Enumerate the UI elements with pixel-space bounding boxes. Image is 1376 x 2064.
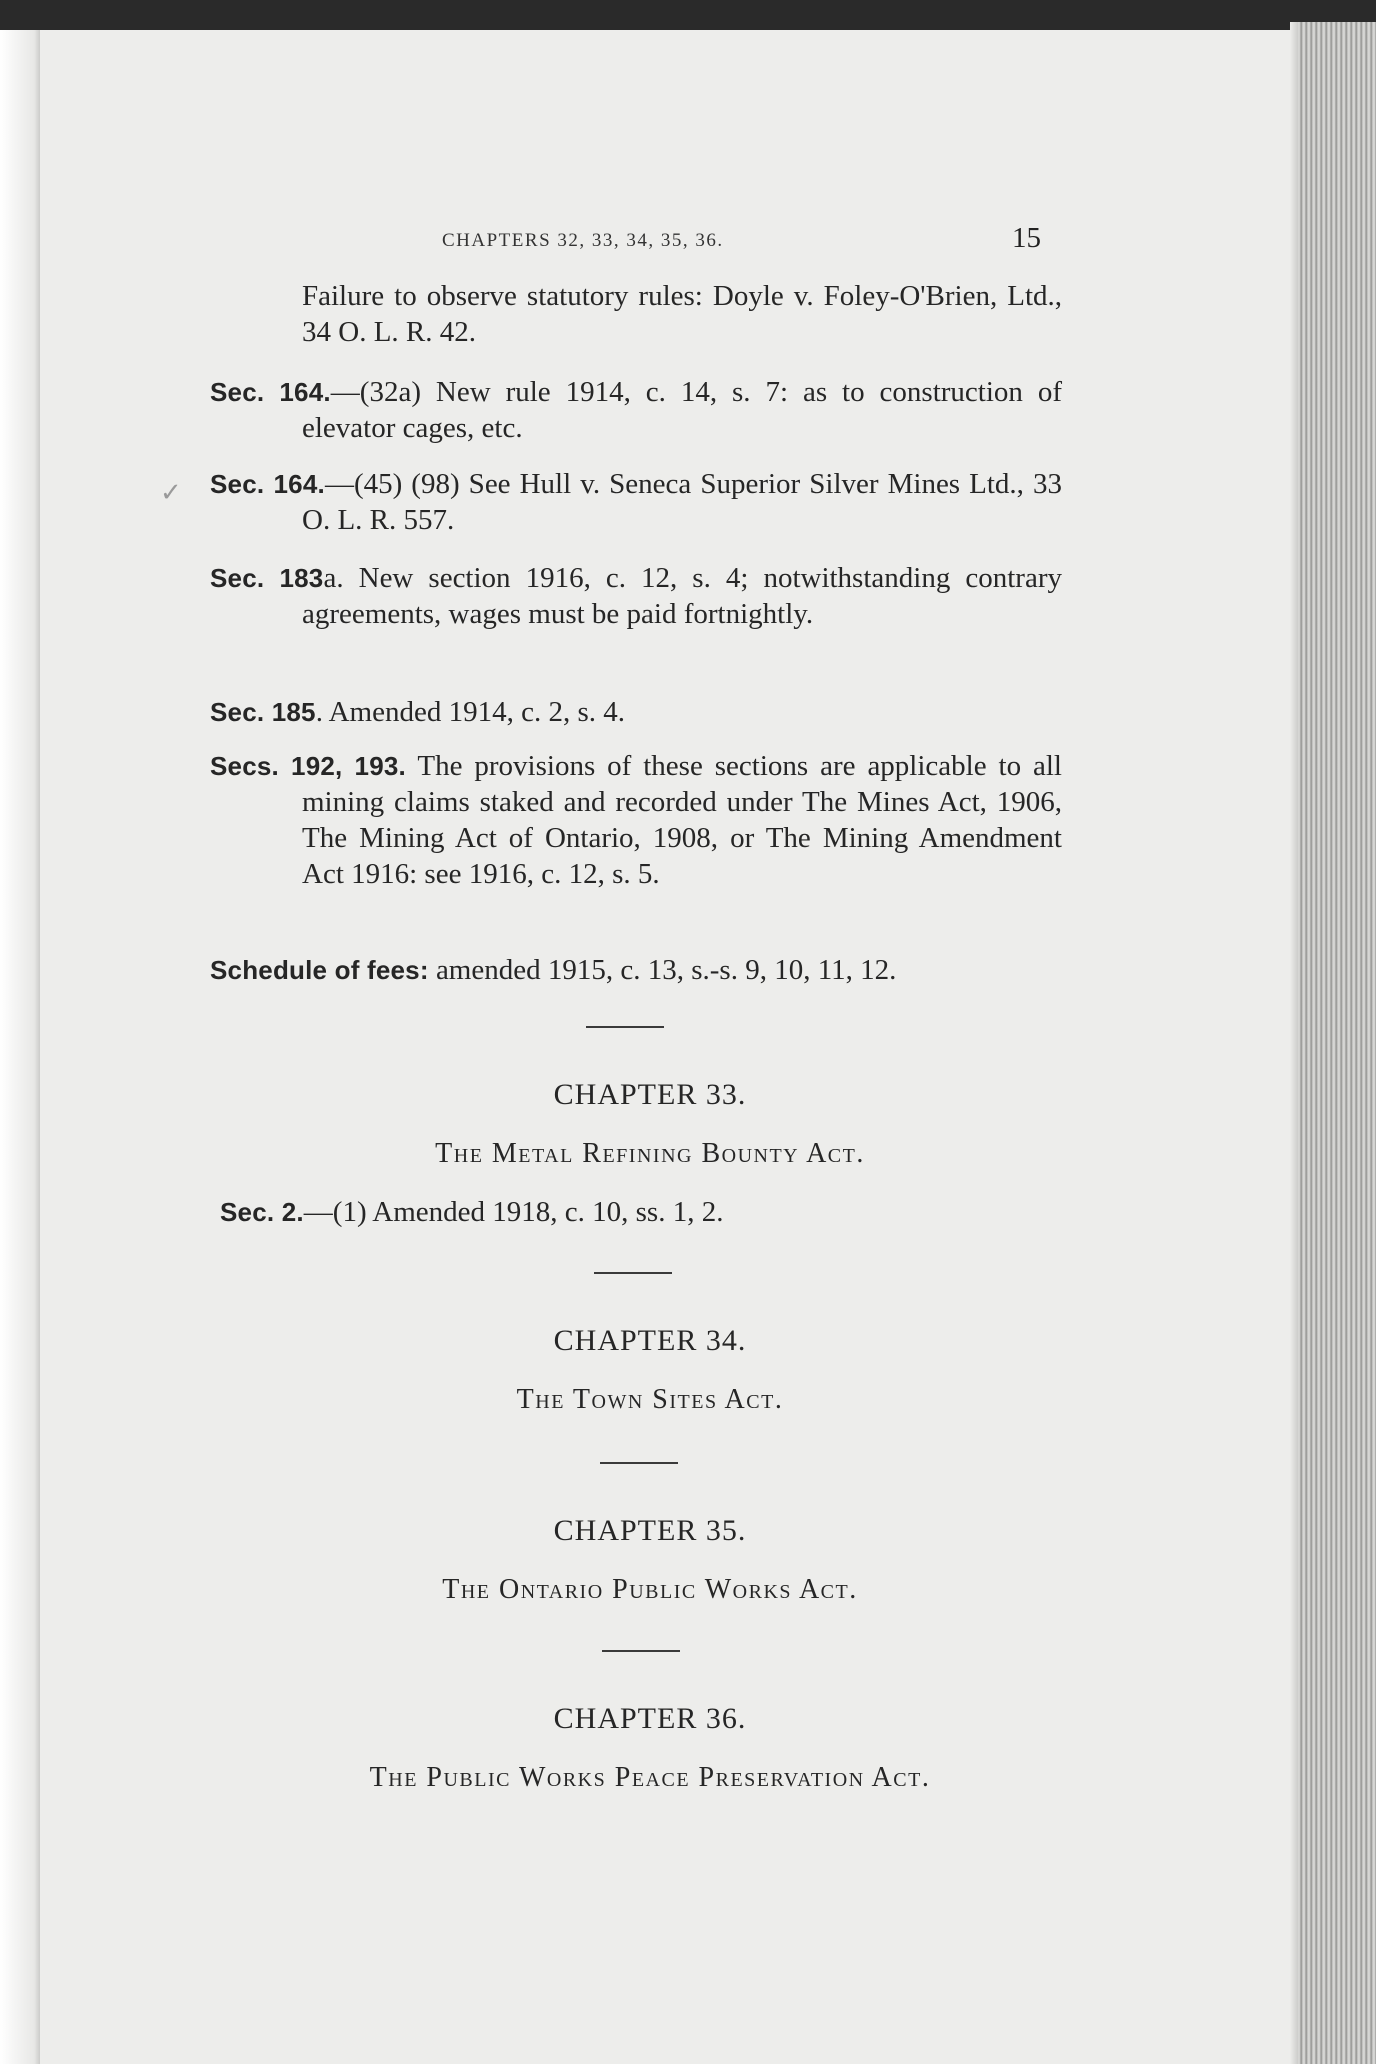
book-page-stack-edge <box>1298 22 1376 2064</box>
section-divider <box>586 1026 664 1028</box>
entry-lead: Sec. 164. <box>210 469 325 499</box>
entry-text: —(32a) New rule 1914, c. 14, s. 7: as to construction of elevator cages, etc. <box>302 376 1062 444</box>
chapter-36-title: CHAPTER 36. <box>553 1702 747 1735</box>
entry-5 <box>210 748 1062 892</box>
entry-text: Failure to observe statutory rules: Doyle v. Foley-O'Brien, Ltd., 34 O. L. R. 42. <box>302 280 1062 348</box>
entry-text: . Amended 1914, c. 2, s. 4. <box>315 696 626 728</box>
entry-lead: Sec. 2. <box>220 1197 304 1227</box>
section-divider <box>602 1650 680 1652</box>
entry-text: The provisions of these sections are applicable to all mining claims staked and recorded under The Mines Act, 1906, The Mining Act of Ontario, 1908, or The Mining Amendment Act 1916: see 1916, c. 12, s. 5. <box>302 750 1062 890</box>
page-number: 15 <box>1012 222 1041 254</box>
entry-4 <box>210 694 1062 730</box>
entry-0 <box>210 278 1062 350</box>
chapter-33-entry <box>220 1194 1072 1230</box>
section-divider <box>600 1462 678 1464</box>
entry-text: a. New section 1916, c. 12, s. 4; notwithstanding contrary agreements, wages must be paid fortnightly. <box>302 562 1062 630</box>
entry-1 <box>210 374 1062 446</box>
entry-text: amended 1915, c. 13, s.-s. 9, 10, 11, 12. <box>428 954 897 986</box>
running-head: CHAPTERS 32, 33, 34, 35, 36. <box>442 230 724 251</box>
page-header <box>442 222 1042 260</box>
entry-lead: Sec. 185 <box>210 697 316 727</box>
entry-2 <box>210 466 1062 538</box>
section-divider <box>594 1272 672 1274</box>
chapter-35-title: CHAPTER 35. <box>553 1514 747 1547</box>
chapter-33-title: CHAPTER 33. <box>553 1078 747 1111</box>
entry-6 <box>210 952 1062 988</box>
chapter-33-subtitle: The Metal Refining Bounty Act. <box>435 1138 865 1169</box>
entry-text: —(45) (98) See Hull v. Seneca Superior Silver Mines Ltd., 33 O. L. R. 557. <box>302 468 1062 536</box>
chapter-34-subtitle: The Town Sites Act. <box>516 1384 784 1415</box>
entry-text: —(1) Amended 1918, c. 10, ss. 1, 2. <box>303 1196 724 1228</box>
entry-lead: Secs. 192, 193. <box>210 751 406 781</box>
entry-lead: Schedule of fees: <box>210 955 429 985</box>
chapter-34-title: CHAPTER 34. <box>553 1324 747 1357</box>
chapter-36-subtitle: The Public Works Peace Preservation Act. <box>369 1762 931 1793</box>
pencil-check-mark-icon: ✓ <box>160 478 182 507</box>
entry-lead: Sec. 164. <box>210 377 331 407</box>
chapter-35-subtitle: The Ontario Public Works Act. <box>442 1574 858 1605</box>
entry-3 <box>210 560 1062 632</box>
entry-lead: Sec. 183 <box>210 563 324 593</box>
